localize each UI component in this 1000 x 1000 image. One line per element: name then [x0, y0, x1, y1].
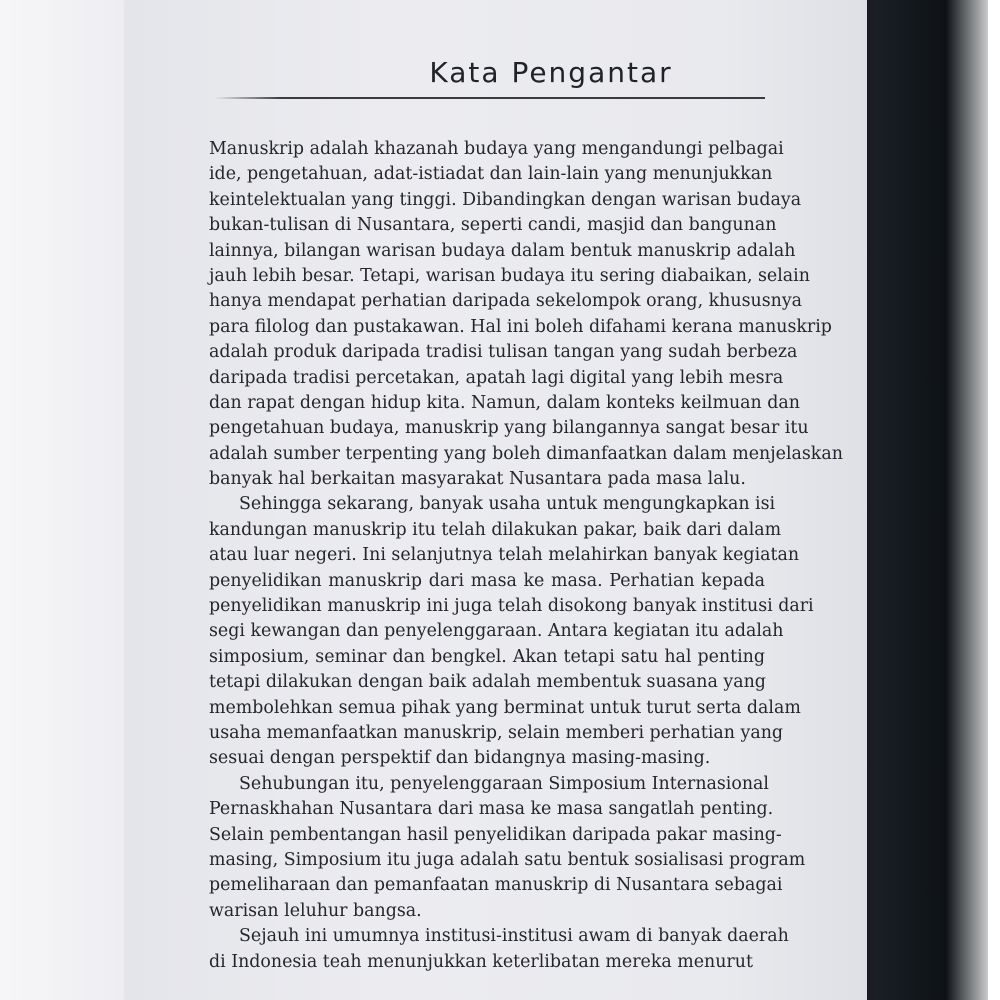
- text-line: adalah produk daripada tradisi tulisan tangan yang sudah berbeza: [209, 342, 798, 363]
- text-line: tetapi dilakukan dengan baik adalah membentuk suasana yang: [209, 672, 766, 693]
- text-line: lainnya, bilangan warisan budaya dalam bentuk manuskrip adalah: [209, 240, 796, 261]
- background-surface: [0, 0, 125, 1000]
- text-line: penyelidikan manuskrip dari masa ke masa. Perhatian kepada: [209, 570, 765, 591]
- text-line: Sehingga sekarang, banyak usaha untuk mengungkapkan isi: [239, 494, 776, 515]
- text-line: hanya mendapat perhatian daripada sekelompok orang, khususnya: [209, 291, 803, 312]
- text-line: Manuskrip adalah khazanah budaya yang mengandungi pelbagai: [209, 139, 784, 159]
- text-line: usaha memanfaatkan manuskrip, selain memberi perhatian yang: [209, 722, 784, 743]
- text-line: pengetahuan budaya, manuskrip yang bilangannya sangat besar itu: [209, 418, 809, 439]
- text-line: warisan leluhur bangsa.: [209, 900, 422, 921]
- title-rule: [215, 97, 765, 99]
- text-line: segi kewangan dan penyelenggaraan. Antara kegiatan itu adalah: [209, 621, 784, 642]
- text-line: banyak hal berkaitan masyarakat Nusantara pada masa lalu.: [209, 469, 746, 490]
- body-text: [209, 137, 843, 975]
- background-surface-right: [988, 0, 1000, 1000]
- text-line: daripada tradisi percetakan, apatah lagi digital yang lebih mesra: [209, 367, 784, 388]
- text-line: pemeliharaan dan pemanfaatan manuskrip di Nusantara sebagai: [209, 875, 783, 896]
- paragraph: [209, 924, 789, 975]
- text-line: adalah sumber terpenting yang boleh dimanfaatkan dalam menjelaskan: [209, 443, 843, 464]
- text-line: keintelektualan yang tinggi. Dibandingkan dengan warisan budaya: [209, 189, 802, 210]
- book-cover-edge: [865, 0, 1000, 1000]
- paragraph: [209, 137, 843, 492]
- text-line: penyelidikan manuskrip ini juga telah disokong banyak institusi dari: [209, 596, 814, 617]
- text-line: bukan-tulisan di Nusantara, seperti candi, masjid dan bangunan: [209, 215, 777, 236]
- text-line: Pernaskhahan Nusantara dari masa ke masa sangatlah penting.: [209, 799, 774, 820]
- text-line: atau luar negeri. Ini selanjutnya telah melahirkan banyak kegiatan: [209, 545, 800, 566]
- paragraph: [209, 492, 814, 771]
- text-line: jauh lebih besar. Tetapi, warisan budaya itu sering diabaikan, selain: [209, 265, 810, 286]
- text-line: masing, Simposium itu juga adalah satu bentuk sosialisasi program: [209, 849, 806, 870]
- text-line: Sejauh ini umumnya institusi-institusi awam di banyak daerah: [239, 926, 789, 947]
- paragraph: [209, 772, 806, 924]
- text-line: dan rapat dengan hidup kita. Namun, dalam konteks keilmuan dan: [209, 392, 800, 413]
- text-line: Selain pembentangan hasil penyelidikan daripada pakar masing-: [209, 824, 782, 845]
- text-line: kandungan manuskrip itu telah dilakukan pakar, baik dari dalam: [209, 519, 782, 540]
- text-line: para filolog dan pustakawan. Hal ini boleh difahami kerana manuskrip: [209, 316, 832, 337]
- text-line: simposium, seminar dan bengkel. Akan tetapi satu hal penting: [209, 646, 765, 667]
- text-line: sesuai dengan perspektif dan bidangnya masing-masing.: [209, 748, 711, 769]
- page-title: Kata Pengantar: [429, 56, 673, 89]
- book-page: [125, 0, 867, 1000]
- text-line: ide, pengetahuan, adat-istiadat dan lain-lain yang menunjukkan: [209, 164, 773, 185]
- text-line: di Indonesia teah menunjukkan keterlibatan mereka menurut: [209, 951, 753, 972]
- text-line: Sehubungan itu, penyelenggaraan Simposium Internasional: [239, 773, 769, 794]
- text-line: membolehkan semua pihak yang berminat untuk turut serta dalam: [209, 697, 801, 718]
